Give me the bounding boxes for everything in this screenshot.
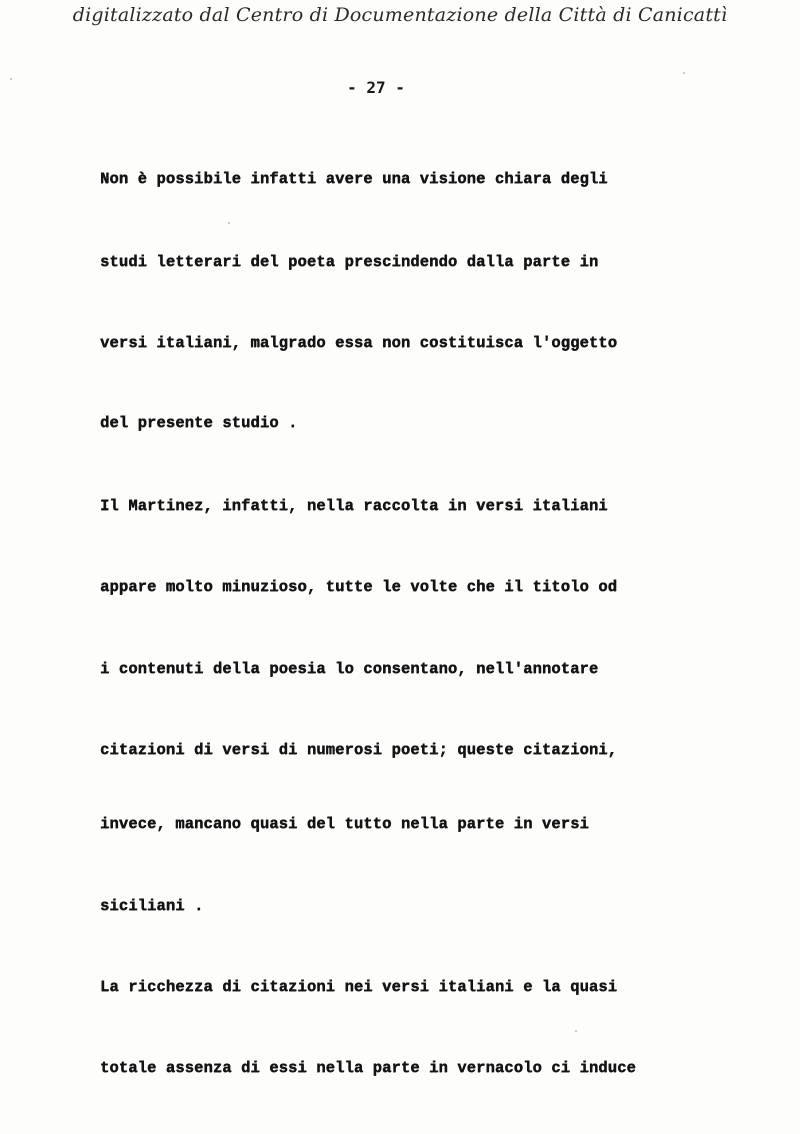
scan-speck bbox=[228, 222, 230, 224]
text-line: appare molto minuzioso, tutte le volte che il titolo od bbox=[100, 578, 618, 596]
text-line: i contenuti della poesia lo consentano, nell'annotare bbox=[100, 660, 599, 678]
text-line: del presente studio . bbox=[100, 414, 298, 432]
text-line: invece, mancano quasi del tutto nella parte in versi bbox=[100, 815, 589, 833]
page-number: - 27 - bbox=[347, 78, 405, 97]
digitization-watermark: digitalizzato dal Centro di Documentazione della Città di Canicattì bbox=[72, 4, 728, 26]
text-line: citazioni di versi di numerosi poeti; queste citazioni, bbox=[100, 741, 618, 759]
scan-speck bbox=[10, 78, 12, 80]
scan-speck bbox=[575, 1030, 577, 1032]
text-line: totale assenza di essi nella parte in vernacolo ci induce bbox=[100, 1059, 636, 1077]
scan-speck bbox=[683, 72, 685, 74]
text-line: Non è possibile infatti avere una visione chiara degli bbox=[100, 170, 608, 188]
text-line: versi italiani, malgrado essa non costituisca l'oggetto bbox=[100, 334, 618, 352]
text-line: Il Martinez, infatti, nella raccolta in versi italiani bbox=[100, 497, 608, 515]
text-line: La ricchezza di citazioni nei versi italiani e la quasi bbox=[100, 978, 618, 996]
text-line: studi letterari del poeta prescindendo dalla parte in bbox=[100, 253, 599, 271]
text-line: siciliani . bbox=[100, 897, 204, 915]
